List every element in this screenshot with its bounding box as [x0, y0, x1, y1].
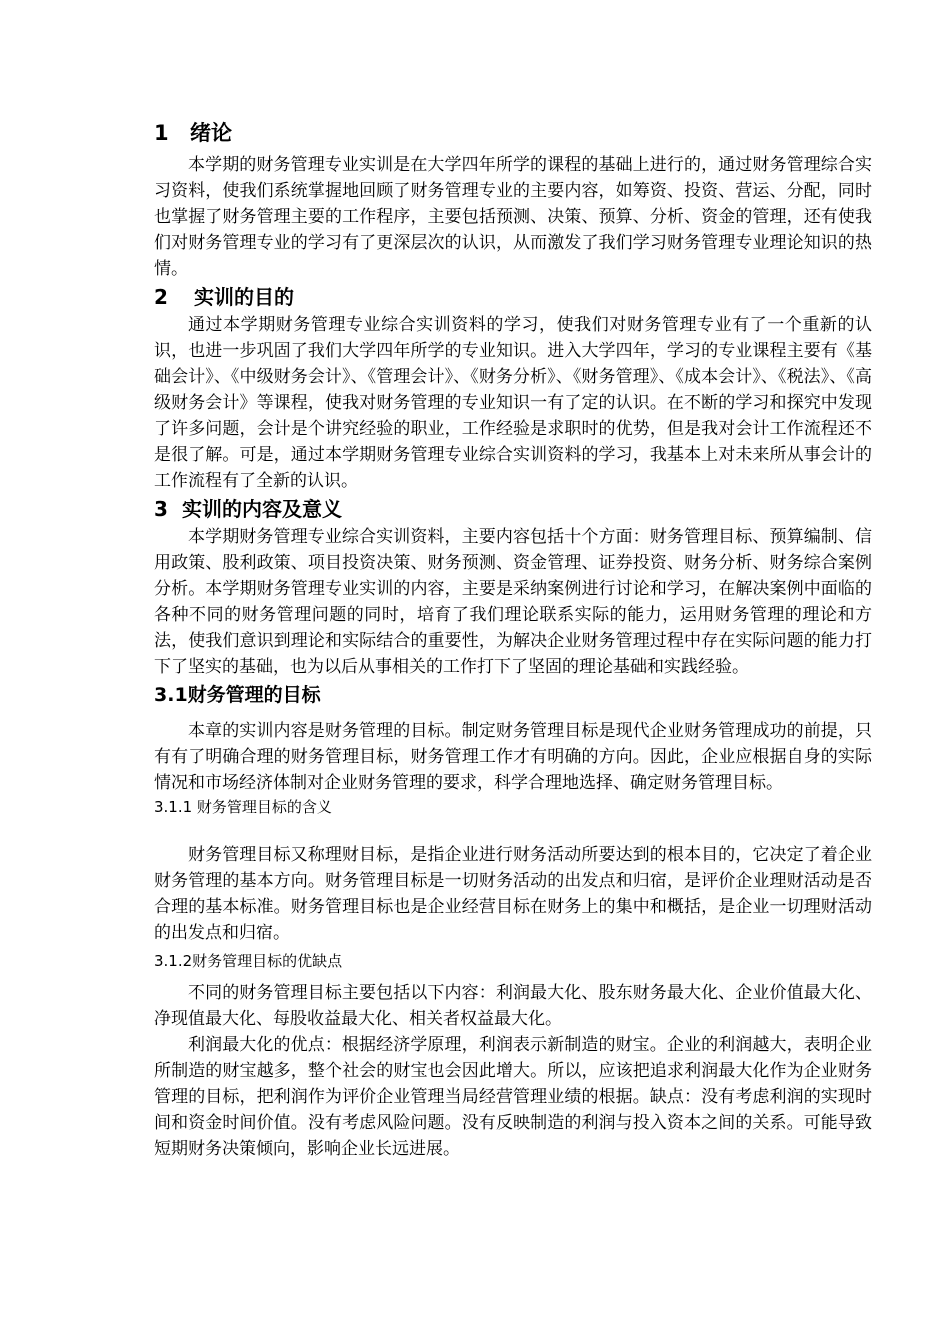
- section-3-1-2-heading: 3.1.2财务管理目标的优缺点: [154, 952, 343, 970]
- section-2-number: 2: [154, 285, 168, 309]
- section-3-heading: [154, 494, 872, 524]
- section-2-title: 实训的目的: [194, 285, 294, 309]
- section-3-1-paragraph: 本章的实训内容是财务管理的目标。制定财务管理目标是现代企业财务管理成功的前提，只有有了明确合理的财务管理目标，财务管理工作才有明确的方向。因此，企业应根据自身的实际情况和市场经济体制对企业财务管理的要求，科学合理地选择、确定财务管理目标。: [154, 721, 872, 793]
- section-2-paragraph: 通过本学期财务管理专业综合实训资料的学习，使我们对财务管理专业有了一个重新的认识，也进一步巩固了我们大学四年所学的专业知识。进入大学四年，学习的专业课程主要有《基础会计》、《中级财务会计》、《管理会计》、《财务分析》、《财务管理》、《成本会计》、《税法》、《高级财务会计》等课程，使我对财务管理的专业知识一有了定的认识。在不断的学习和探究中发现了许多问题，会计是个讲究经验的职业，工作经验是求职时的优势，但是我对会计工作流程还不是很了解。可是，通过本学期财务管理专业综合实训资料的学习，我基本上对未来所从事会计的工作流程有了全新的认识。: [154, 315, 872, 491]
- section-3-1-2-paragraph-2: 利润最大化的优点：根据经济学原理，利润表示新制造的财宝。企业的利润越大，表明企业所制造的财宝越多，整个社会的财宝也会因此增大。所以，应该把追求利润最大化作为企业财务管理的目标，把利润作为评价企业管理当局经营管理业绩的根据。缺点：没有考虑利润的实现时间和资金时间价值。没有考虑风险问题。没有反映制造的利润与投入资本之间的关系。可能导致短期财务决策倾向，影响企业长远进展。: [154, 1035, 872, 1159]
- section-1-number: 1: [154, 121, 169, 145]
- section-3-paragraph: 本学期财务管理专业综合实训资料，主要内容包括十个方面：财务管理目标、预算编制、信用政策、股利政策、项目投资决策、财务预测、资金管理、证券投资、财务分析、财务综合案例分析。本学期财务管理专业实训的内容，主要是采纳案例进行讨论和学习，在解决案例中面临的各种不同的财务管理问题的同时，培育了我们理论联系实际的能力，运用财务管理的理论和方法，使我们意识到理论和实际结合的重要性，为解决企业财务管理过程中存在实际问题的能力打下了坚实的基础，也为以后从事相关的工作打下了坚固的理论基础和实践经验。: [154, 527, 872, 677]
- section-3-number: 3: [154, 497, 168, 521]
- section-1-title: 绪论: [190, 121, 232, 145]
- section-3-1-heading: 3.1财务管理的目标: [154, 684, 321, 706]
- document-page: [154, 118, 872, 1162]
- section-1-heading: [154, 118, 872, 148]
- section-3-title: 实训的内容及意义: [182, 497, 342, 521]
- section-2-heading: [154, 282, 872, 312]
- section-3-1-2-paragraph-1: 不同的财务管理目标主要包括以下内容：利润最大化、股东财务最大化、企业价值最大化、净现值最大化、每股收益最大化、相关者权益最大化。: [154, 983, 872, 1029]
- section-1-paragraph: 本学期的财务管理专业实训是在大学四年所学的课程的基础上进行的，通过财务管理综合实习资料，使我们系统掌握地回顾了财务管理专业的主要内容，如筹资、投资、营运、分配，同时也掌握了财务管理主要的工作程序，主要包括预测、决策、预算、分析、资金的管理，还有使我们对财务管理专业的学习有了更深层次的认识，从而激发了我们学习财务管理专业理论知识的热情。: [154, 155, 872, 279]
- section-3-1-1-paragraph: 财务管理目标又称理财目标，是指企业进行财务活动所要达到的根本目的，它决定了着企业财务管理的基本方向。财务管理目标是一切财务活动的出发点和归宿，是评价企业理财活动是否合理的基本标准。财务管理目标也是企业经营目标在财务上的集中和概括，是企业一切理财活动的出发点和归宿。: [154, 845, 872, 943]
- section-3-1-1-heading: 3.1.1 财务管理目标的含义: [154, 798, 332, 816]
